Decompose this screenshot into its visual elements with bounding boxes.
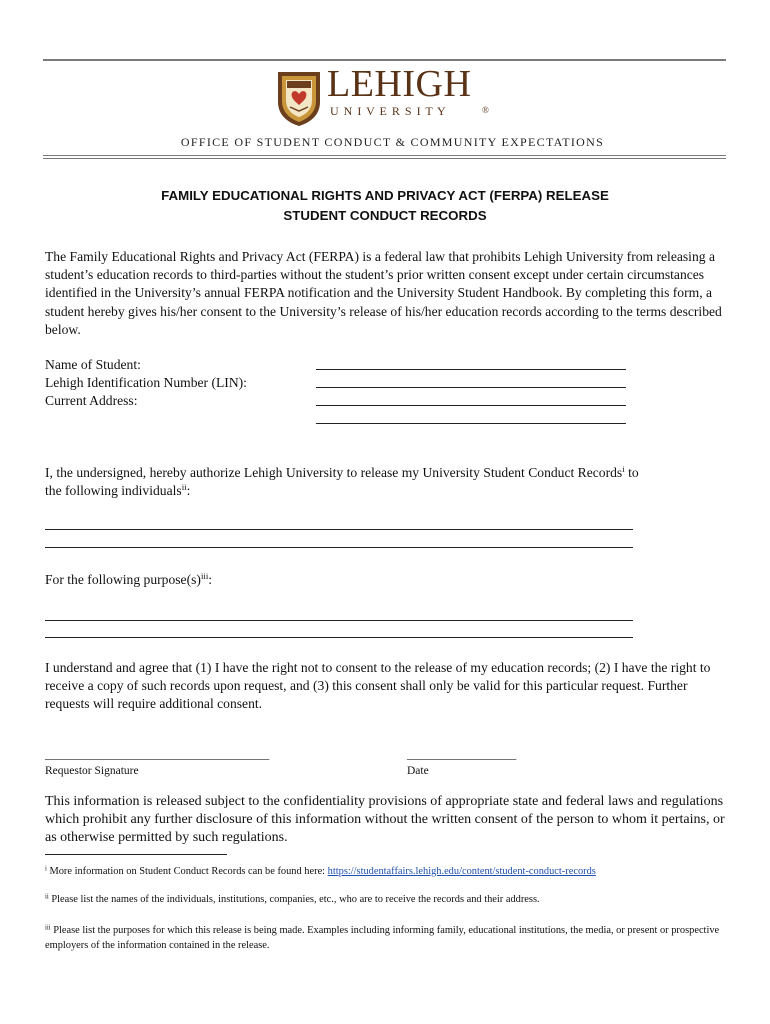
form-title-line2: STUDENT CONDUCT RECORDS <box>283 208 487 223</box>
lin-label: Lehigh Identification Number (LIN): <box>45 375 247 390</box>
office-name: OFFICE OF STUDENT CONDUCT & COMMUNITY EXPECTATIONS <box>180 135 605 149</box>
footnote-ref-ii: ii <box>181 482 187 493</box>
footnote-3 <box>45 923 729 953</box>
authorize-text-b: to <box>624 465 639 480</box>
address-input-line-2[interactable] <box>316 423 626 424</box>
name-input-line[interactable] <box>316 369 626 370</box>
address-label: Current Address: <box>45 393 138 408</box>
signature-label: Requestor Signature <box>45 765 139 777</box>
authorize-text-a: I, the undersigned, hereby authorize Lehigh University to release my University Student Conduct Records <box>45 465 623 480</box>
date-blank[interactable]: ___________________ <box>407 749 517 761</box>
logo-wordmark: LEHIGH <box>327 63 472 105</box>
authorize-text-d: : <box>186 483 191 499</box>
name-label: Name of Student: <box>45 357 141 372</box>
header-top-rule <box>43 59 726 61</box>
footnote-1-mark: i <box>45 865 47 873</box>
date-label: Date <box>407 765 429 777</box>
student-conduct-records-link[interactable]: https://studentaffairs.lehigh.edu/content/student-conduct-records <box>327 866 596 877</box>
footnote-ref-i: i <box>622 464 625 475</box>
purpose-line-2[interactable] <box>45 637 633 638</box>
footnote-1 <box>45 864 735 879</box>
footnote-3-mark: iii <box>45 924 51 932</box>
signature-blank[interactable]: _______________________________________ <box>45 749 270 761</box>
purpose-label <box>45 571 212 589</box>
form-title-line1: FAMILY EDUCATIONAL RIGHTS AND PRIVACY ACT (FERPA) RELEASE <box>161 188 609 203</box>
header-bottom-rule-2 <box>43 158 726 159</box>
footnote-2-mark: ii <box>45 893 49 901</box>
footnote-1-text: More information on Student Conduct Records can be found here: <box>46 866 328 877</box>
consent-paragraph: I understand and agree that (1) I have the right not to consent to the release of my education records; (2) I have the right to receive a copy of such records upon request, and (3) this consent shall only be valid for this particular request. Further requests will require additional consent. <box>45 660 711 712</box>
disclaimer-paragraph: This information is released subject to the confidentiality provisions of appropriate state and federal laws and regulations which prohibit any further disclosure of this information without the written consent of the person to whom it pertains, or as otherwise permitted by such regulations. <box>45 794 725 845</box>
footnote-3-text: Please list the purposes for which this release is being made. Examples including informing family, educational institutions, the media, or present or prospective employers of the information contained in the release. <box>45 925 720 951</box>
recipients-line-1[interactable] <box>45 529 633 530</box>
authorize-text-c: the following individuals <box>45 483 182 499</box>
footnote-2-text: Please list the names of the individuals, institutions, companies, etc., who are to receive the records and their address. <box>48 894 540 905</box>
footnote-separator <box>45 854 227 855</box>
purpose-text: For the following purpose(s) <box>45 572 201 587</box>
logo-registered-mark: ® <box>482 105 489 115</box>
footnote-ref-iii: iii <box>200 571 209 582</box>
purpose-line-1[interactable] <box>45 620 633 621</box>
footnote-2 <box>45 892 729 907</box>
recipients-line-2[interactable] <box>45 547 633 548</box>
shield-logo-icon <box>276 70 322 128</box>
address-input-line-1[interactable] <box>316 405 626 406</box>
lin-input-line[interactable] <box>316 387 626 388</box>
purpose-colon: : <box>208 572 213 587</box>
intro-paragraph: The Family Educational Rights and Privacy Act (FERPA) is a federal law that prohibits Lehigh University from releasing a student’s education records to third-parties without the student’s prior written consent except under certain circumstances identified in the University’s annual FERPA notification and the University Student Handbook. By completing this form, a student hereby gives his/her consent to the University’s release of his/her education records according to the terms described below. <box>45 249 722 337</box>
authorize-paragraph <box>45 464 729 500</box>
header-bottom-rule-1 <box>43 155 726 156</box>
logo-university: U N I V E R S I T Y <box>330 104 447 118</box>
